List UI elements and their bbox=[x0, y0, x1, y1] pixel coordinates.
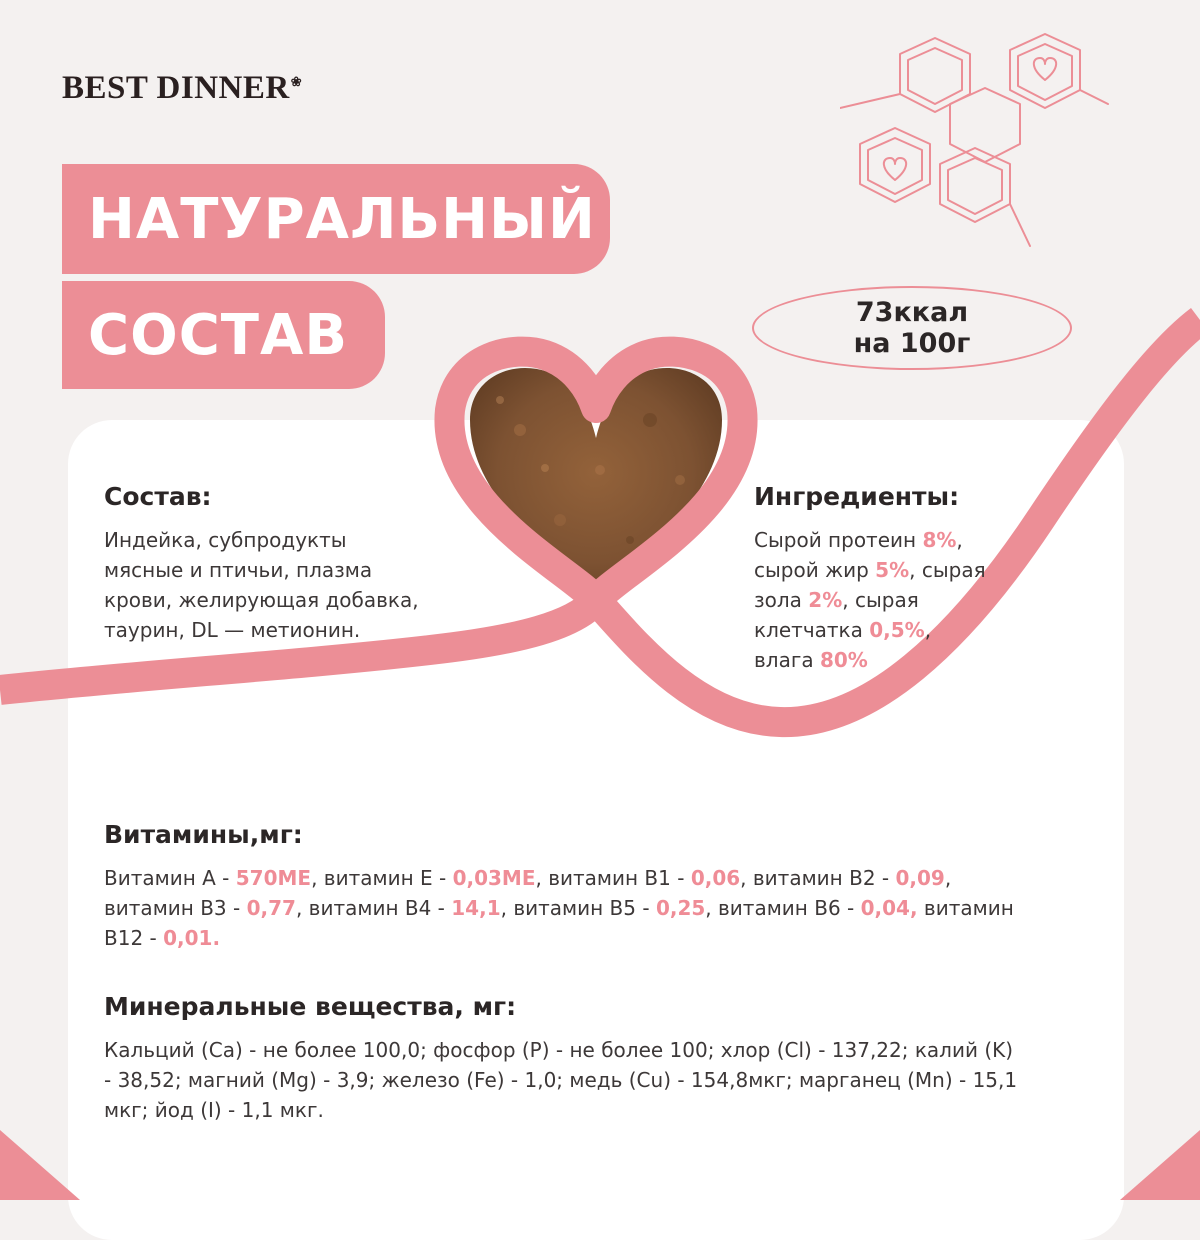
ingredient-tail: , bbox=[924, 618, 932, 642]
corner-accent-left bbox=[0, 1100, 90, 1200]
vitamin-value: 0,77 bbox=[246, 896, 296, 920]
ingredient-value: 80% bbox=[819, 648, 868, 672]
ingredient-protein bbox=[754, 525, 1054, 555]
vitamin-value: 570МЕ bbox=[235, 866, 312, 890]
vitamin-value: 14,1 bbox=[451, 896, 501, 920]
composition-line: крови, желирующая добавка, bbox=[104, 588, 419, 612]
vitamins-line-2 bbox=[104, 893, 1094, 923]
vitamins-line-1 bbox=[104, 863, 1094, 893]
composition-line: таурин, DL — метионин. bbox=[104, 618, 361, 642]
paw-mark-icon: ❀ bbox=[290, 74, 303, 89]
vitamin-label: , витамин В2 - bbox=[740, 866, 896, 890]
ingredient-value: 2% bbox=[808, 588, 843, 612]
vitamin-value: 0,01. bbox=[163, 926, 221, 950]
vitamin-value: 0,04, bbox=[860, 896, 918, 920]
vitamin-label: Витамин А - bbox=[104, 866, 236, 890]
vitamin-label: , витамин В5 - bbox=[500, 896, 656, 920]
composition-line: мясные и птичьи, плазма bbox=[104, 558, 373, 582]
vitamin-label: витамин bbox=[917, 896, 1014, 920]
ingredients-title: Ингредиенты: bbox=[754, 482, 960, 511]
vitamin-label: В12 - bbox=[104, 926, 164, 950]
vitamin-label: , bbox=[944, 866, 952, 890]
minerals-title: Минеральные вещества, мг: bbox=[104, 992, 517, 1021]
ingredient-label: зола bbox=[754, 588, 809, 612]
ingredient-label: клетчатка bbox=[754, 618, 870, 642]
corner-accent-right bbox=[1110, 1100, 1200, 1200]
ingredient-tail: , сырая bbox=[842, 588, 919, 612]
ingredient-label: влага bbox=[754, 648, 820, 672]
vitamin-label: , витамин В6 - bbox=[705, 896, 861, 920]
headline-text-1: НАТУРАЛЬНЫЙ bbox=[88, 186, 596, 252]
composition-section bbox=[104, 482, 484, 645]
vitamins-section bbox=[104, 820, 1094, 953]
vitamin-value: 0,25 bbox=[655, 896, 706, 920]
calories-per: на 100г bbox=[853, 328, 971, 359]
vitamin-value: 0,06 bbox=[690, 866, 741, 890]
ingredient-fat bbox=[754, 555, 1054, 585]
minerals-section bbox=[104, 992, 1094, 1125]
vitamins-line-3 bbox=[104, 923, 1094, 953]
composition-line: Индейка, субпродукты bbox=[104, 528, 347, 552]
vitamin-label: , витамин В1 - bbox=[535, 866, 691, 890]
composition-title: Состав: bbox=[104, 482, 212, 511]
vitamin-label: витамин В3 - bbox=[104, 896, 247, 920]
minerals-line-1: Кальций (Ca) - не более 100,0; фосфор (P) - не более 100; хлор (Cl) - 137,22; калий (K) bbox=[104, 1038, 1014, 1062]
ingredient-value: 0,5% bbox=[869, 618, 925, 642]
ingredient-tail: , сырая bbox=[909, 558, 986, 582]
vitamin-label: , витамин Е - bbox=[311, 866, 453, 890]
ingredient-label: сырой жир bbox=[754, 558, 876, 582]
ingredient-moisture bbox=[754, 645, 1054, 675]
ingredient-value: 5% bbox=[875, 558, 910, 582]
vitamin-label: , витамин В4 - bbox=[295, 896, 452, 920]
vitamin-value: 0,09 bbox=[895, 866, 945, 890]
ingredient-fiber bbox=[754, 615, 1054, 645]
headline-text-2: СОСТАВ bbox=[88, 302, 349, 368]
vitamins-title: Витамины,мг: bbox=[104, 820, 303, 849]
brand-name: BEST DINNER bbox=[62, 70, 290, 106]
ingredient-ash bbox=[754, 585, 1054, 615]
ingredient-label: Сырой протеин bbox=[754, 528, 923, 552]
calories-value: 73ккал bbox=[855, 297, 969, 328]
ingredient-value: 8% bbox=[922, 528, 957, 552]
minerals-line-3: мкг; йод (I) - 1,1 мкг. bbox=[104, 1098, 324, 1122]
ingredient-tail: , bbox=[956, 528, 963, 552]
ingredients-section bbox=[754, 482, 1054, 675]
vitamin-value: 0,03МЕ bbox=[452, 866, 536, 890]
minerals-line-2: - 38,52; магний (Mg) - 3,9; железо (Fe) - 1,0; медь (Cu) - 154,8мкг; марганец (Mn) - 15,1 bbox=[104, 1068, 1018, 1092]
